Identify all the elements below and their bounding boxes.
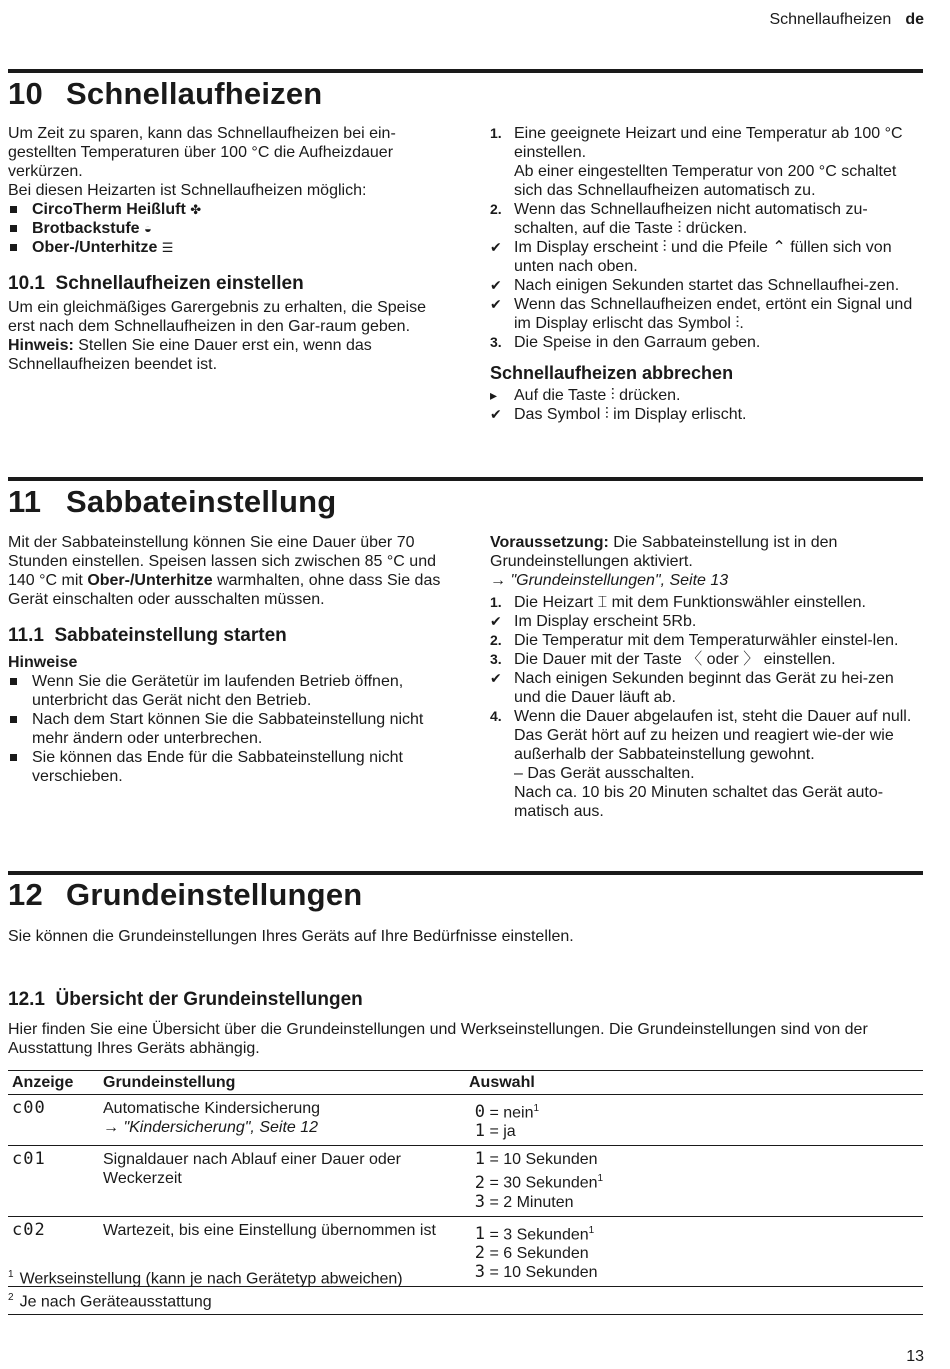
list-item: 3. Die Speise in den Garraum geben. (490, 334, 761, 351)
section-10-heading: 10 Schnellaufheizen (8, 76, 323, 111)
list-item: 4. Wenn die Dauer abgelaufen ist, steht die Dauer auf null. Das Gerät hört auf zu heizen und reagiert wie-der wie außerhalb der Sabbateinstellung gewohnt. (490, 708, 912, 763)
abort-steps (490, 386, 922, 424)
subsection-12-1-heading: 12.1 Übersicht der Grundeinstellungen (8, 989, 363, 1010)
option: 3 = 2 Minuten (474, 1191, 574, 1212)
top-bottom-heat-icon: ☰ (161, 240, 174, 255)
section-11-left-column (8, 533, 448, 786)
option: 2 = 30 Sekunden$^1$ (474, 1172, 604, 1193)
sabbath-steps (490, 593, 922, 764)
list-item: ✔ Im Display erscheint ⫶ und die Pfeile ⌃ füllen sich von unten nach oben. (490, 239, 892, 275)
table-row (8, 1095, 923, 1146)
option: 1 = 10 Sekunden (474, 1149, 598, 1170)
list-item: 3. Die Dauer mit der Taste 〈 oder 〉 einstellen. (490, 651, 836, 668)
list-item: CircoTherm Heißluft ✤ (8, 200, 448, 219)
list-item: 2. Wenn das Schnellaufheizen nicht automatisch zu-schalten, auf die Taste ⫶ drücken. (490, 201, 868, 237)
list-item: Sie können das Ende für die Sabbateinstellung nicht verschieben. (8, 748, 448, 786)
setting-cell: Signaldauer nach Ablauf einer Dauer oder Weckerzeit (99, 1146, 465, 1216)
setting-cell: Wartezeit, bis eine Einstellung übernommen ist (99, 1216, 465, 1286)
subsection-10-1-heading: 10.1 Schnellaufheizen einstellen (8, 273, 304, 294)
list-item: Wenn Sie die Gerätetür im laufenden Betrieb öffnen, unterbricht das Gerät nicht den Betrieb. (8, 672, 448, 710)
footnote: $^2$ Je nach Geräteausstattung (8, 1292, 212, 1311)
bread-icon: ◒ (144, 221, 152, 236)
table-header-row (8, 1071, 923, 1095)
section-10-right-column (490, 124, 922, 424)
running-header (769, 11, 924, 29)
column-header: Auswahl (465, 1071, 923, 1095)
hint-paragraph: Hinweis: Stellen Sie eine Dauer erst ein, wenn das Schnellaufheizen beendet ist. (8, 337, 372, 373)
list-item: 1. Die Heizart ⌶ mit dem Funktionswähler einstellen. (490, 594, 866, 611)
section-10-left-column (8, 124, 448, 374)
check-icon: ✔ (490, 406, 502, 422)
option: 3 = 10 Sekunden (474, 1261, 598, 1282)
section-rule (8, 69, 923, 73)
fan-icon: ✤ (190, 202, 202, 217)
heating-mode-list (8, 200, 448, 257)
running-header-title: Schnellaufheizen (769, 11, 892, 28)
section-12-intro: Sie können die Grundeinstellungen Ihres Geräts auf Ihre Bedürfnisse einstellen. (8, 928, 574, 945)
display-code: c01 (8, 1146, 99, 1216)
section-12-heading: 12 Grundeinstellungen (8, 877, 363, 912)
check-icon: ✔ (490, 670, 502, 686)
language-code: de (905, 11, 924, 28)
list-item: ✔ Nach einigen Sekunden beginnt das Gerät zu hei-zen und die Dauer läuft ab. (490, 670, 894, 706)
hints-title: Hinweise (8, 654, 78, 671)
abort-heading: Schnellaufheizen abbrechen (490, 363, 734, 383)
column-header: Grundeinstellung (99, 1071, 465, 1095)
check-icon: ✔ (490, 613, 502, 629)
list-item: 1. Eine geeignete Heizart und eine Temperatur ab 100 °C einstellen. (490, 125, 903, 161)
quick-heat-steps (490, 124, 922, 352)
display-code: c00 (8, 1095, 99, 1146)
prerequisite: Voraussetzung: Die Sabbateinstellung ist in den Grundeinstellungen aktiviert. (490, 534, 838, 570)
column-header: Anzeige (8, 1071, 99, 1095)
subsection-12-1-text: Hier finden Sie eine Übersicht über die Grundeinstellungen und Werkseinstellungen. Die Grundeinstellungen sind von der Ausstattung Ihres Geräts abhängig. (8, 1021, 868, 1057)
list-item: 2. Die Temperatur mit dem Temperaturwähler einstel-len. (490, 632, 899, 649)
list-item: Nach dem Start können Sie die Sabbateinstellung nicht mehr ändern oder unterbrechen. (8, 710, 448, 748)
cross-reference-link[interactable]: → "Grundeinstellungen", Seite 13 (490, 572, 729, 589)
list-item: Ober-/Unterhitze ☰ (8, 238, 448, 257)
check-icon: ✔ (490, 277, 502, 293)
list-item: Brotbackstufe ◒ (8, 219, 448, 238)
subsection-10-1-text: Um ein gleichmäßiges Garergebnis zu erhalten, die Speise erst nach dem Schnellaufheizen in den Gar-raum geben. (8, 299, 426, 335)
sub-step: – Das Gerät ausschalten. (514, 765, 695, 782)
list-item: ✔ Nach einigen Sekunden startet das Schnellaufhei-zen. (490, 277, 900, 294)
setting-cell: Automatische Kindersicherung → "Kindersicherung", Seite 12 (99, 1095, 465, 1146)
hints-list (8, 672, 448, 786)
table-row (8, 1146, 923, 1216)
options-cell (465, 1095, 923, 1146)
section-rule (8, 477, 923, 481)
options-cell (465, 1146, 923, 1216)
section-11-intro: Mit der Sabbateinstellung können Sie eine Dauer über 70 Stunden einstellen. Speisen lassen sich zwischen 85 °C und 140 °C mit Ober-/Unterhitze warmhalten, ohne dass Sie das Gerät einschalten oder ausschalten müssen. (8, 534, 441, 608)
check-icon: ✔ (490, 239, 502, 255)
option: 1 = 3 Sekunden$^1$ (474, 1223, 595, 1244)
section-10-intro2: Bei diesen Heizarten ist Schnellaufheizen möglich: (8, 182, 367, 199)
footnote: $^1$ Werkseinstellung (kann je nach Gerätetyp abweichen) (8, 1269, 403, 1288)
arrow-icon: ▸ (490, 387, 498, 403)
cross-reference-link[interactable]: → "Kindersicherung", Seite 12 (103, 1119, 319, 1136)
table-footnotes (8, 1261, 923, 1315)
list-item: ✔ Im Display erscheint 5Rb. (490, 613, 697, 630)
option: 1 = ja (474, 1121, 516, 1142)
list-item: ✔ Wenn das Schnellaufheizen endet, ertönt ein Signal und im Display erlischt das Symbol ⫶. (490, 296, 913, 332)
display-code: c02 (8, 1216, 99, 1286)
page-number: 13 (906, 1348, 924, 1365)
option: 2 = 6 Sekunden (474, 1242, 589, 1263)
final-note: Nach ca. 10 bis 20 Minuten schaltet das Gerät auto-matisch aus. (514, 784, 884, 820)
section-11-heading: 11 Sabbateinstellung (8, 484, 337, 519)
list-item: ▸ Auf die Taste ⫶ drücken. (490, 387, 681, 404)
list-item: ✔ Das Symbol ⫶ im Display erlischt. (490, 406, 747, 423)
section-rule (8, 871, 923, 875)
option: 0 = nein$^1$ (474, 1102, 540, 1123)
settings-table (8, 1070, 923, 1287)
section-10-intro: Um Zeit zu sparen, kann das Schnellaufheizen bei ein-gestellten Temperaturen über 100 °C die Aufheizdauer verkürzen. (8, 125, 396, 180)
list-item: Ab einer eingestellten Temperatur von 200 °C schaltet sich das Schnellaufheizen automatisch zu. (514, 163, 897, 199)
subsection-11-1-heading: 11.1 Sabbateinstellung starten (8, 625, 287, 646)
section-11-right-column (490, 533, 922, 821)
check-icon: ✔ (490, 296, 502, 312)
